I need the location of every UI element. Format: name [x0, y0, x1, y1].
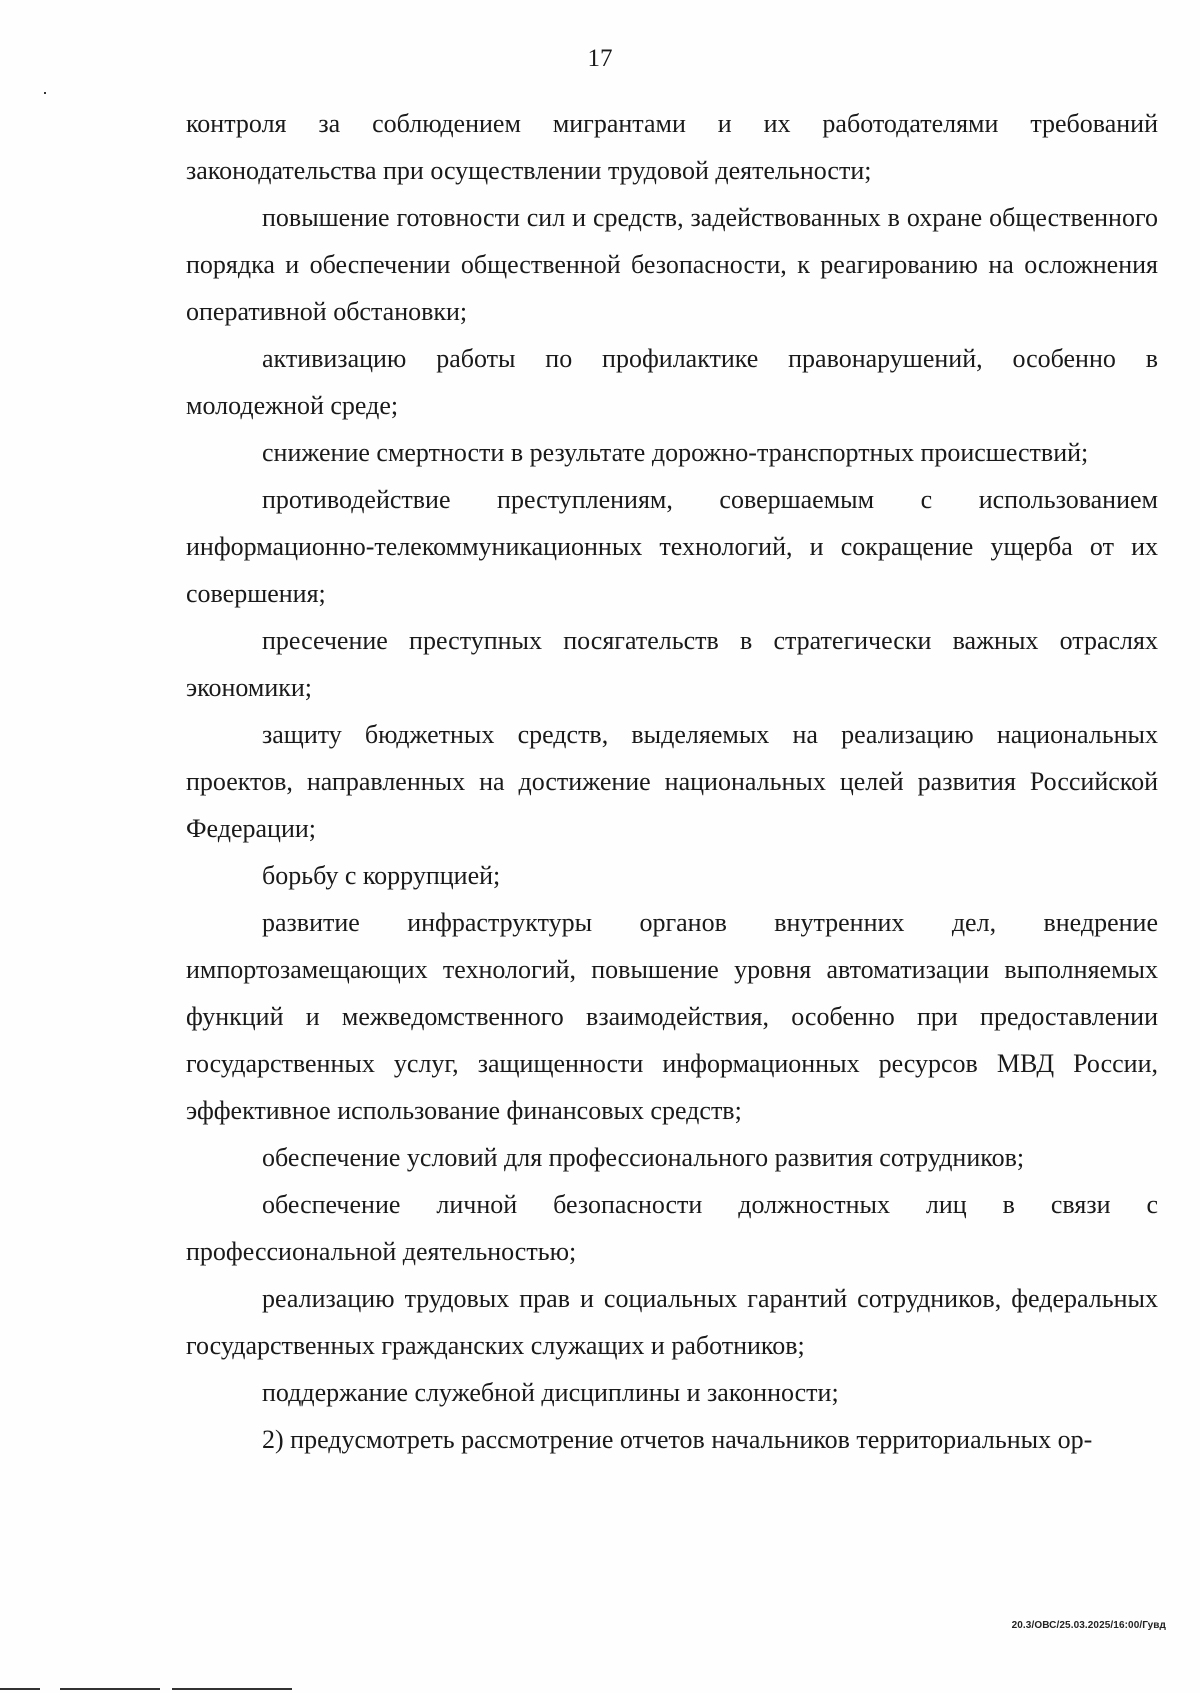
document-body	[186, 100, 1158, 1463]
paragraph: контроля за соблюдением мигрантами и их работодателями требований законодательства при осуществлении трудовой деятельности;	[186, 109, 1158, 185]
paragraph: реализацию трудовых прав и социальных гарантий сотрудников, федеральных государственных гражданских служащих и работников;	[186, 1284, 1158, 1360]
paragraph: 2) предусмотреть рассмотрение отчетов начальников территориальных ор-	[262, 1425, 1093, 1454]
paragraph: поддержание служебной дисциплины и законности;	[262, 1378, 839, 1407]
scan-artifact	[0, 1688, 40, 1690]
scan-artifact	[60, 1688, 160, 1690]
paragraph: снижение смертности в результате дорожно-транспортных происшествий;	[262, 438, 1089, 467]
scan-artifact	[44, 92, 46, 94]
paragraph: борьбу с коррупцией;	[262, 861, 501, 890]
paragraph: противодействие преступлениям, совершаемым с использованием информационно-телекоммуникационных технологий, и сокращение ущерба от их совершения;	[186, 485, 1158, 608]
paragraph: защиту бюджетных средств, выделяемых на реализацию национальных проектов, направленных на достижение национальных целей развития Российской Федерации;	[186, 720, 1158, 843]
paragraph: обеспечение личной безопасности должностных лиц в связи с профессиональной деятельностью;	[186, 1190, 1158, 1266]
scan-artifact	[172, 1688, 292, 1690]
paragraph: развитие инфраструктуры органов внутренних дел, внедрение импортозамещающих технологий, повышение уровня автоматизации выполняемых функций и межведомственного взаимодействия, особенно при предоставлении государственных услуг, защищенности информационных ресурсов МВД России, эффективное использование финансовых средств;	[186, 908, 1158, 1125]
paragraph: активизацию работы по профилактике правонарушений, особенно в молодежной среде;	[186, 344, 1158, 420]
paragraph: повышение готовности сил и средств, задействованных в охране общественного порядка и обеспечении общественной безопасности, к реагированию на осложнения оперативной обстановки;	[186, 203, 1158, 326]
paragraph: пресечение преступных посягательств в стратегически важных отраслях экономики;	[186, 626, 1158, 702]
page-number: 17	[587, 45, 613, 72]
document-registration-code: 20.3/ОВС/25.03.2025/16:00/Гувд	[1011, 1620, 1166, 1631]
paragraph: обеспечение условий для профессионального развития сотрудников;	[262, 1143, 1025, 1172]
